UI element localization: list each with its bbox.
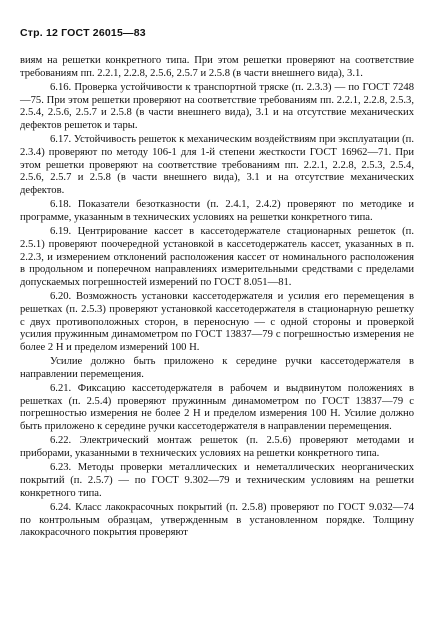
paragraph-6-18: 6.18. Показатели безотказности (п. 2.4.1, 2.4.2) проверяют по методике и программе, указанным в технических условиях на решетки конкретного типа. [20,199,414,223]
paragraph-6-21: 6.21. Фиксацию кассетодержателя в рабочем и выдвинутом положениях в решетках (п. 2.5.4) проверяют пружинным динамометром по ГОСТ 13837—79 с погрешностью измерения не более 2 Н и пределом измерения 100 Н. Усилие должно быть приложено к середине ручки кассетодержателя в направлении перемещения. [20,383,414,433]
document-body [20,55,414,542]
paragraph-6-23: 6.23. Методы проверки металлических и неметаллических неорганических покрытий (п. 2.5.7) — по ГОСТ 9.302—79 и техническим условиям на решетки конкретного типа. [20,462,414,499]
paragraph-continuation: виям на решетки конкретного типа. При этом решетки проверяют на соответствие требованиям пп. 2.2.1, 2.2.8, 2.5.6, 2.5.7 и 2.5.8 (в части внешнего вида), 3.1. [20,55,414,79]
paragraph-6-22: 6.22. Электрический монтаж решеток (п. 2.5.6) проверяют методами и приборами, указанными в технических условиях на решетки конкретного типа. [20,435,414,460]
paragraph-6-19: 6.19. Центрирование кассет в кассетодержателе стационарных решеток (п. 2.5.1) проверяют поочередной установкой в кассетодержатель кассет, указанных в п. 2.2.3, и измерением отклонений расположения кассет от номинального расположения в продольном и поперечном направлениях измерительными средствами с пределами допускаемых погрешностей измерений по ГОСТ 8.051—81. [20,226,414,288]
paragraph-6-24: 6.24. Класс лакокрасочных покрытий (п. 2.5.8) проверяют по ГОСТ 9.032—74 по контрольным образцам, утвержденным в установленном порядке. Толщину лакокрасочного покрытия проверяют [20,501,414,539]
paragraph-6-20-note: Усилие должно быть приложено к середине ручки кассетодержателя в направлении перемещения. [20,356,414,380]
paragraph-6-20: 6.20. Возможность установки кассетодержателя и усилия его перемещения в решетках (п. 2.5.3) проверяют установкой кассетодержателя в стационарную решетку с двух противоположных сторон, в переносную — с одной стороны и проверкой усилия пружинным динамометром по ГОСТ 13837—79 с погрешностью измерения не более 2 Н и пределом измерений 100 Н. [20,291,414,353]
paragraph-6-16: 6.16. Проверка устойчивости к транспортной тряске (п. 2.3.3) — по ГОСТ 7248—75. При этом решетки проверяют на соответствие требованиям пп. 2.2.1, 2.2.8, 2.5.3, 2.5.4, 2.5.6, 2.5.7 и 2.5.8 (в части внешнего вида), 3.1 и на отсутствие механических дефектов решеток и тары. [20,81,414,132]
page-header: Стр. 12 ГОСТ 26015—83 [20,27,146,39]
paragraph-6-17: 6.17. Устойчивость решеток к механическим воздействиям при эксплуатации (п. 2.3.4) проверяют по методу 106-1 для 1-й степени жесткости ГОСТ 16962—71. При этом решетки проверяют на соответствие требованиям пп. 2.2.1, 2.2.8, 2.5.3, 2.5.4, 2.5.6, 2.5.7 и 2.5.8 (в части внешнего вида), 3.1 и на отсутствие механических дефектов. [20,134,414,197]
